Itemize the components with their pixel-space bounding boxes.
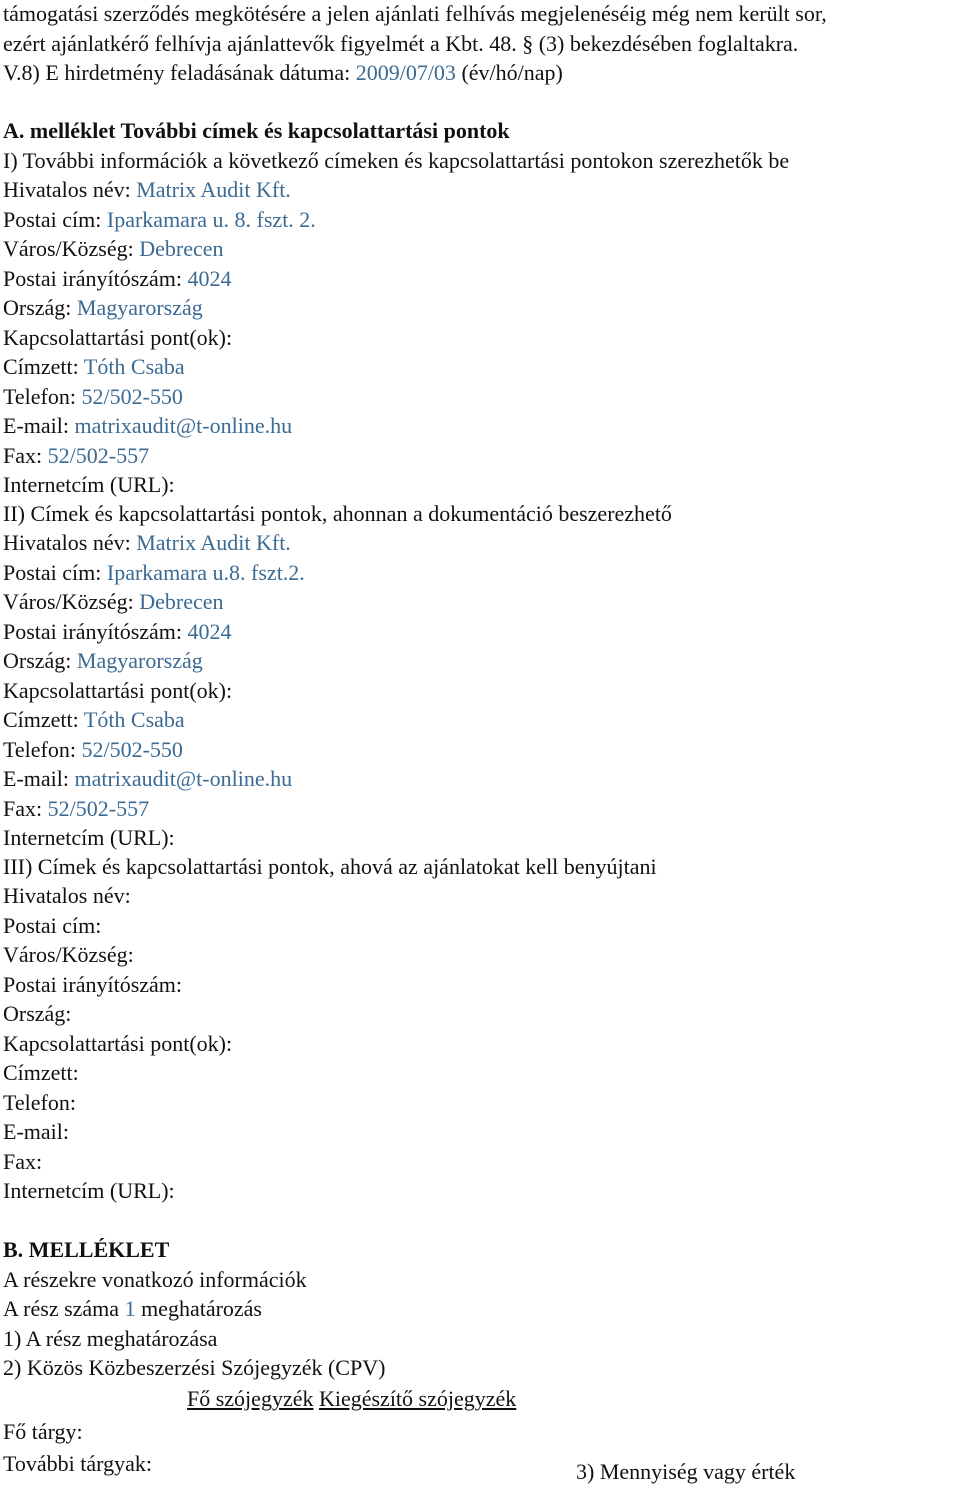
field-label: Telefon: [3, 1089, 76, 1115]
field-line [3, 736, 183, 764]
field-line [3, 324, 232, 352]
field-line [3, 206, 316, 234]
field-line [3, 824, 175, 852]
annex-b-info: A részekre vonatkozó információk [3, 1267, 307, 1292]
cpv-item: 2) Közös Közbeszerzési Szójegyzék (CPV) [3, 1355, 386, 1380]
field-value: Iparkamara u.8. fszt.2. [106, 559, 305, 585]
section-2-heading: II) Címek és kapcsolattartási pontok, ahonnan a dokumentáció beszerezhető [3, 501, 672, 526]
cpv-main-header: Fő szójegyzék [187, 1386, 314, 1411]
field-label: Internetcím (URL): [3, 825, 175, 850]
field-label: Hivatalos név: [3, 530, 137, 555]
part-number-label: A rész száma [3, 1296, 125, 1321]
annex-b-title: B. MELLÉKLET [3, 1237, 170, 1262]
field-line [3, 1089, 76, 1117]
field-label: Címzett: [3, 707, 84, 732]
field-value: Magyarország [76, 648, 203, 673]
annex-a-title: A. melléklet További címek és kapcsolattartási pontok [3, 118, 510, 143]
field-value: Debrecen [139, 589, 224, 614]
field-label: Ország: [3, 648, 77, 673]
publication-date-line [3, 59, 563, 87]
field-line [3, 265, 232, 293]
field-label: Postai irányítószám: [3, 971, 183, 997]
field-value: Tóth Csaba [83, 707, 185, 732]
publication-date-label: V.8) E hirdetmény feladásának dátuma: [3, 60, 356, 85]
field-line [3, 1118, 69, 1146]
field-label: E-mail: [3, 1119, 69, 1144]
section-3-heading: III) Címek és kapcsolattartási pontok, ahová az ajánlatokat kell benyújtani [3, 854, 657, 879]
section-1-heading: I) További információk a következő címeken és kapcsolattartási pontokon szerezhetők be [3, 148, 790, 173]
field-label: Város/Község: [3, 942, 134, 967]
field-line [3, 176, 291, 204]
other-subjects-label: További tárgyak: [3, 1451, 152, 1476]
field-line [3, 971, 182, 999]
field-line [3, 706, 185, 734]
cpv-headers [187, 1385, 516, 1413]
cpv-supplementary-header: Kiegészítő szójegyzék [318, 1386, 517, 1411]
field-value: Debrecen [139, 236, 224, 261]
field-value: Tóth Csaba [83, 354, 185, 379]
field-line [3, 1000, 71, 1028]
field-line [3, 618, 232, 646]
field-label: Ország: [3, 295, 77, 320]
field-label: Város/Község: [3, 589, 140, 614]
field-line [3, 647, 203, 675]
field-label: Ország: [3, 1001, 72, 1026]
field-line [3, 1030, 232, 1058]
field-label: Internetcím (URL): [3, 472, 175, 497]
part-number-suffix: meghatározás [135, 1296, 262, 1321]
field-line [3, 882, 131, 910]
field-label: Címzett: [3, 354, 84, 379]
field-line [3, 559, 305, 587]
field-value: Matrix Audit Kft. [136, 530, 291, 555]
field-line [3, 912, 101, 940]
main-subject-label: Fő tárgy: [3, 1419, 83, 1444]
field-label: Telefon: [3, 736, 82, 762]
field-label: Kapcsolattartási pont(ok): [3, 677, 233, 703]
field-line [3, 412, 292, 440]
quantity-item: 3) Mennyiség vagy érték [576, 1459, 796, 1484]
field-label: Postai irányítószám: [3, 618, 188, 644]
field-label: E-mail: [3, 766, 75, 791]
part-number-value: 1 [124, 1296, 136, 1321]
field-value: 52/502-557 [47, 442, 150, 468]
field-line [3, 235, 224, 263]
field-label: Kapcsolattartási pont(ok): [3, 324, 233, 350]
field-line [3, 383, 183, 411]
field-label: E-mail: [3, 413, 75, 438]
field-label: Hivatalos név: [3, 177, 137, 202]
field-label: Postai cím: [3, 559, 107, 585]
field-line [3, 353, 185, 381]
intro-line-2: ezért ajánlatkérő felhívja ajánlattevők figyelmét a Kbt. 48. § (3) bekezdésében foglaltakra. [3, 31, 799, 56]
publication-date-value: 2009/07/03 [355, 60, 456, 85]
field-value: Iparkamara u. 8. fszt. 2. [106, 206, 316, 232]
part-definition-item: 1) A rész meghatározása [3, 1326, 218, 1351]
field-value: 52/502-557 [47, 795, 150, 821]
field-label: Internetcím (URL): [3, 1178, 175, 1203]
field-label: Hivatalos név: [3, 883, 131, 908]
field-line [3, 795, 149, 823]
field-label: Postai cím: [3, 206, 107, 232]
field-label: Fax: [3, 795, 48, 821]
part-number-line [3, 1295, 262, 1323]
field-value: 52/502-550 [81, 736, 183, 762]
field-label: Címzett: [3, 1060, 79, 1085]
field-line [3, 471, 175, 499]
field-line [3, 1177, 175, 1205]
field-label: Város/Község: [3, 236, 140, 261]
field-value: matrixaudit@t-online.hu [74, 413, 293, 438]
field-label: Postai irányítószám: [3, 265, 188, 291]
field-line [3, 1059, 79, 1087]
field-label: Postai cím: [3, 912, 102, 938]
field-label: Telefon: [3, 383, 82, 409]
intro-line-1: támogatási szerződés megkötésére a jelen ajánlati felhívás megjelenéséig még nem került sor, [3, 1, 827, 26]
field-line [3, 529, 291, 557]
field-line [3, 677, 232, 705]
field-value: matrixaudit@t-online.hu [74, 766, 293, 791]
field-value: 4024 [187, 265, 232, 291]
field-line [3, 1148, 42, 1176]
field-line [3, 294, 203, 322]
field-value: 4024 [187, 618, 232, 644]
field-label: Fax: [3, 442, 48, 468]
field-label: Kapcsolattartási pont(ok): [3, 1030, 233, 1056]
publication-date-suffix: (év/hó/nap) [455, 60, 563, 85]
field-value: Magyarország [76, 295, 203, 320]
field-line [3, 588, 224, 616]
field-label: Fax: [3, 1148, 43, 1174]
field-value: 52/502-550 [81, 383, 183, 409]
field-line [3, 442, 149, 470]
field-line [3, 941, 134, 969]
field-value: Matrix Audit Kft. [136, 177, 291, 202]
field-line [3, 765, 292, 793]
